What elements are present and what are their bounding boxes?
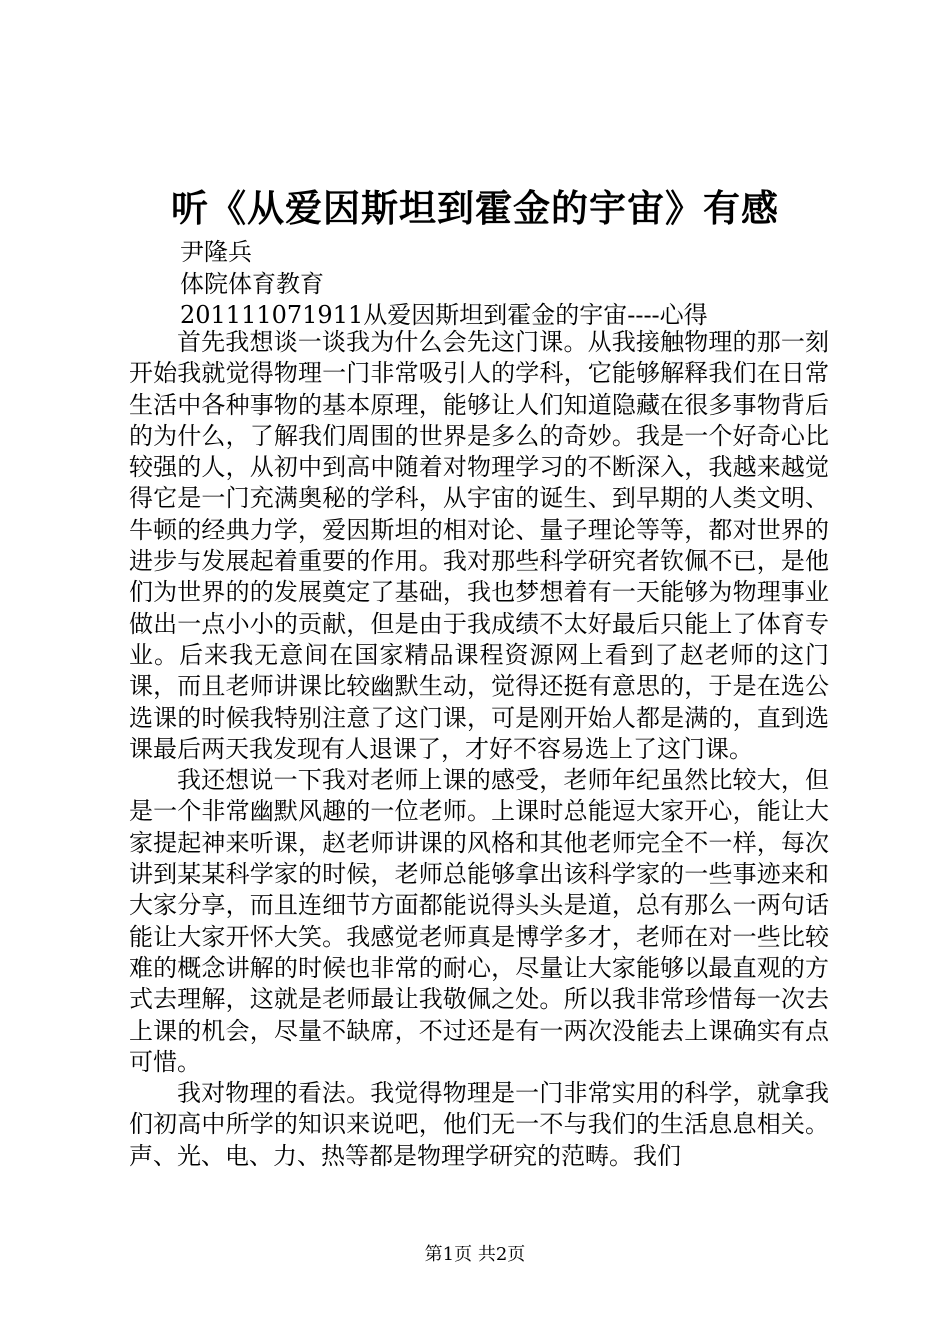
document-body — [129, 327, 829, 1172]
page-indicator: 第1页 共2页 — [424, 1244, 526, 1265]
paragraph: 我对物理的看法。我觉得物理是一门非常实用的科学，就拿我们初高中所学的知识来说吧，他们无一不与我们的生活息息相关。声、光、电、力、热等都是物理学研究的范畴。我们 — [129, 1079, 829, 1170]
department-name: 体院体育教育 — [180, 270, 324, 298]
paragraph: 我还想说一下我对老师上课的感受，老师年纪虽然比较大，但是一个非常幽默风趣的一位老师。上课时总能逗大家开心，能让大家提起神来听课，赵老师讲课的风格和其他老师完全不一样，每次讲到某某科学家的时候，老师总能够拿出该科学家的一些事迹来和大家分享，而且连细节方面都能说得头头是道，总有那么一两句话能让大家开怀大笑。我感觉老师真是博学多才，老师在对一些比较难的概念讲解的时候也非常的耐心，尽量让大家能够以最直观的方式去理解，这就是老师最让我敬佩之处。所以我非常珍惜每一次去上课的机会，尽量不缺席，不过还是有一两次没能去上课确实有点可惜。 — [129, 766, 829, 1076]
document-title: 听《从爱因斯坦到霍金的宇宙》有感 — [171, 186, 779, 230]
paragraph: 首先我想谈一谈我为什么会先这门课。从我接触物理的那一刻开始我就觉得物理一门非常吸引人的学科，它能够解释我们在日常生活中各种事物的基本原理，能够让人们知道隐藏在很多事物背后的为什么，了解我们周围的世界是多么的奇妙。我是一个好奇心比较强的人，从初中到高中随着对物理学习的不断深入，我越来越觉得它是一门充满奥秘的学科，从宇宙的诞生、到早期的人类文明、牛顿的经典力学，爱因斯坦的相对论、量子理论等等，都对世界的进步与发展起着重要的作用。我对那些科学研究者钦佩不已，是他们为世界的的发展奠定了基础，我也梦想着有一天能够为物理事业做出一点小小的贡献，但是由于我成绩不太好最后只能上了体育专业。后来我无意间在国家精品课程资源网上看到了赵老师的这门课，而且老师讲课比较幽默生动，觉得还挺有意思的，于是在选公选课的时候我特别注意了这门课，可是刚开始人都是满的，直到选课最后两天我发现有人退课了，才好不容易选上了这门课。 — [129, 328, 829, 763]
author-name: 尹隆兵 — [180, 238, 252, 266]
student-id-line: 201111071911从爱因斯坦到霍金的宇宙----心得 — [180, 301, 708, 329]
